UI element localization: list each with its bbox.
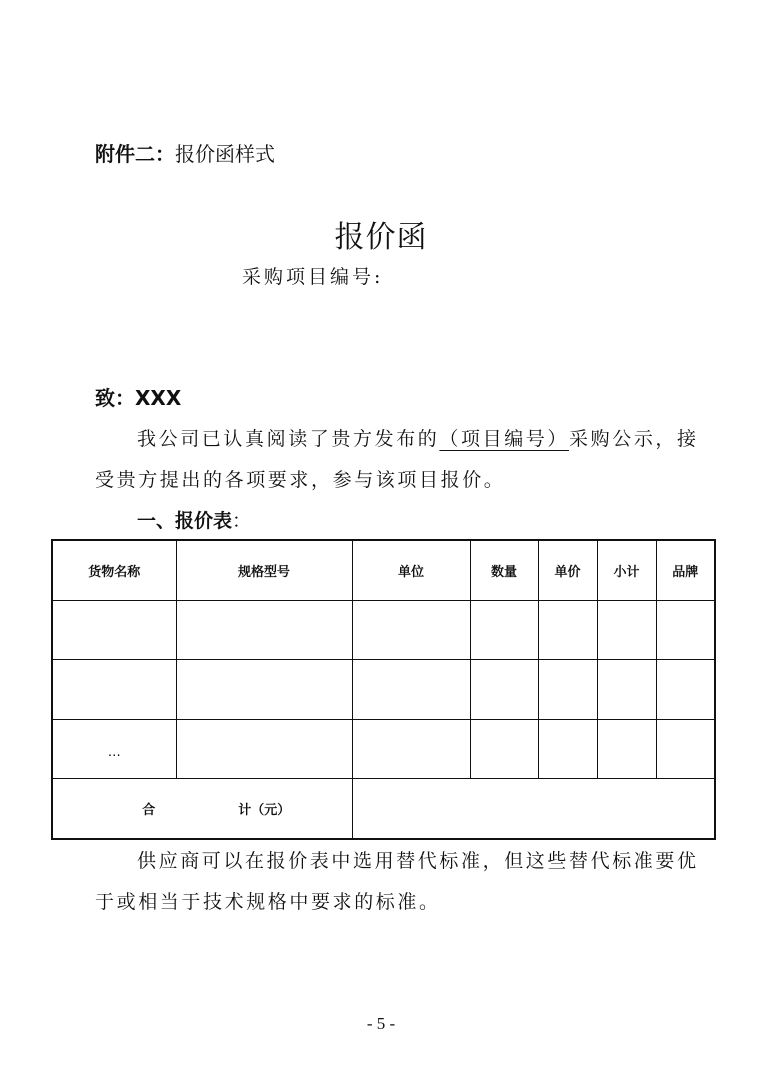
note-line-1: 供应商可以在报价表中选用替代标准，但这些替代标准要优 <box>137 850 699 872</box>
table-cell[interactable] <box>176 600 352 659</box>
table-cell[interactable] <box>656 659 715 719</box>
intro-line-1 <box>137 424 699 451</box>
table-cell[interactable] <box>538 659 597 719</box>
recipient-prefix: 致： <box>95 386 135 410</box>
total-label-ji: 计（元） <box>238 802 291 818</box>
table-cell[interactable] <box>597 719 656 778</box>
header-unit-price: 单价 <box>538 540 597 600</box>
header-quantity: 数量 <box>470 540 538 600</box>
intro-line-2: 受贵方提出的各项要求，参与该项目报价。 <box>95 469 506 491</box>
total-label-he: 合 <box>142 802 156 818</box>
table-cell[interactable] <box>52 600 176 659</box>
table-row <box>52 600 715 659</box>
table-header-row <box>52 540 715 600</box>
project-number-label: 采购项目编号: <box>242 266 384 288</box>
table-total-row <box>52 778 715 839</box>
table-cell[interactable] <box>656 600 715 659</box>
document-title: 报价函 <box>334 220 428 255</box>
intro-project-number: （项目编号） <box>439 428 570 450</box>
recipient-name: XXX <box>135 386 182 410</box>
recipient-line <box>95 382 181 411</box>
table-cell[interactable] <box>538 719 597 778</box>
table-cell[interactable] <box>538 600 597 659</box>
intro-text-before: 我公司已认真阅读了贵方发布的 <box>137 428 440 450</box>
table-cell[interactable] <box>597 600 656 659</box>
header-goods-name: 货物名称 <box>52 540 176 600</box>
table-cell[interactable] <box>176 719 352 778</box>
header-brand: 品牌 <box>656 540 715 600</box>
section-quote-table-title <box>137 506 251 533</box>
table-row <box>52 719 715 778</box>
header-spec-model: 规格型号 <box>176 540 352 600</box>
attachment-heading <box>95 138 275 167</box>
table-cell[interactable] <box>352 659 470 719</box>
table-cell[interactable] <box>656 719 715 778</box>
total-value[interactable] <box>352 778 715 839</box>
table-cell[interactable] <box>352 719 470 778</box>
section-title-colon: ： <box>232 510 252 532</box>
header-subtotal: 小计 <box>597 540 656 600</box>
attachment-title: 报价函样式 <box>175 142 275 166</box>
table-cell[interactable] <box>470 600 538 659</box>
table-cell-ellipsis[interactable]: … <box>52 719 176 778</box>
attachment-colon: ： <box>155 142 175 166</box>
table-row <box>52 659 715 719</box>
section-title-text: 一、报价表 <box>137 510 233 532</box>
total-label <box>52 778 352 839</box>
table-cell[interactable] <box>470 719 538 778</box>
page-number: - 5 - <box>366 1014 396 1033</box>
header-unit: 单位 <box>352 540 470 600</box>
attachment-label: 附件二 <box>95 142 155 166</box>
table-cell[interactable] <box>52 659 176 719</box>
note-line-2: 于或相当于技术规格中要求的标准。 <box>95 891 441 913</box>
intro-text-after: 采购公示，接 <box>569 428 699 450</box>
table-cell[interactable] <box>176 659 352 719</box>
table-cell[interactable] <box>597 659 656 719</box>
table-cell[interactable] <box>352 600 470 659</box>
quote-table <box>51 539 716 840</box>
table-cell[interactable] <box>470 659 538 719</box>
